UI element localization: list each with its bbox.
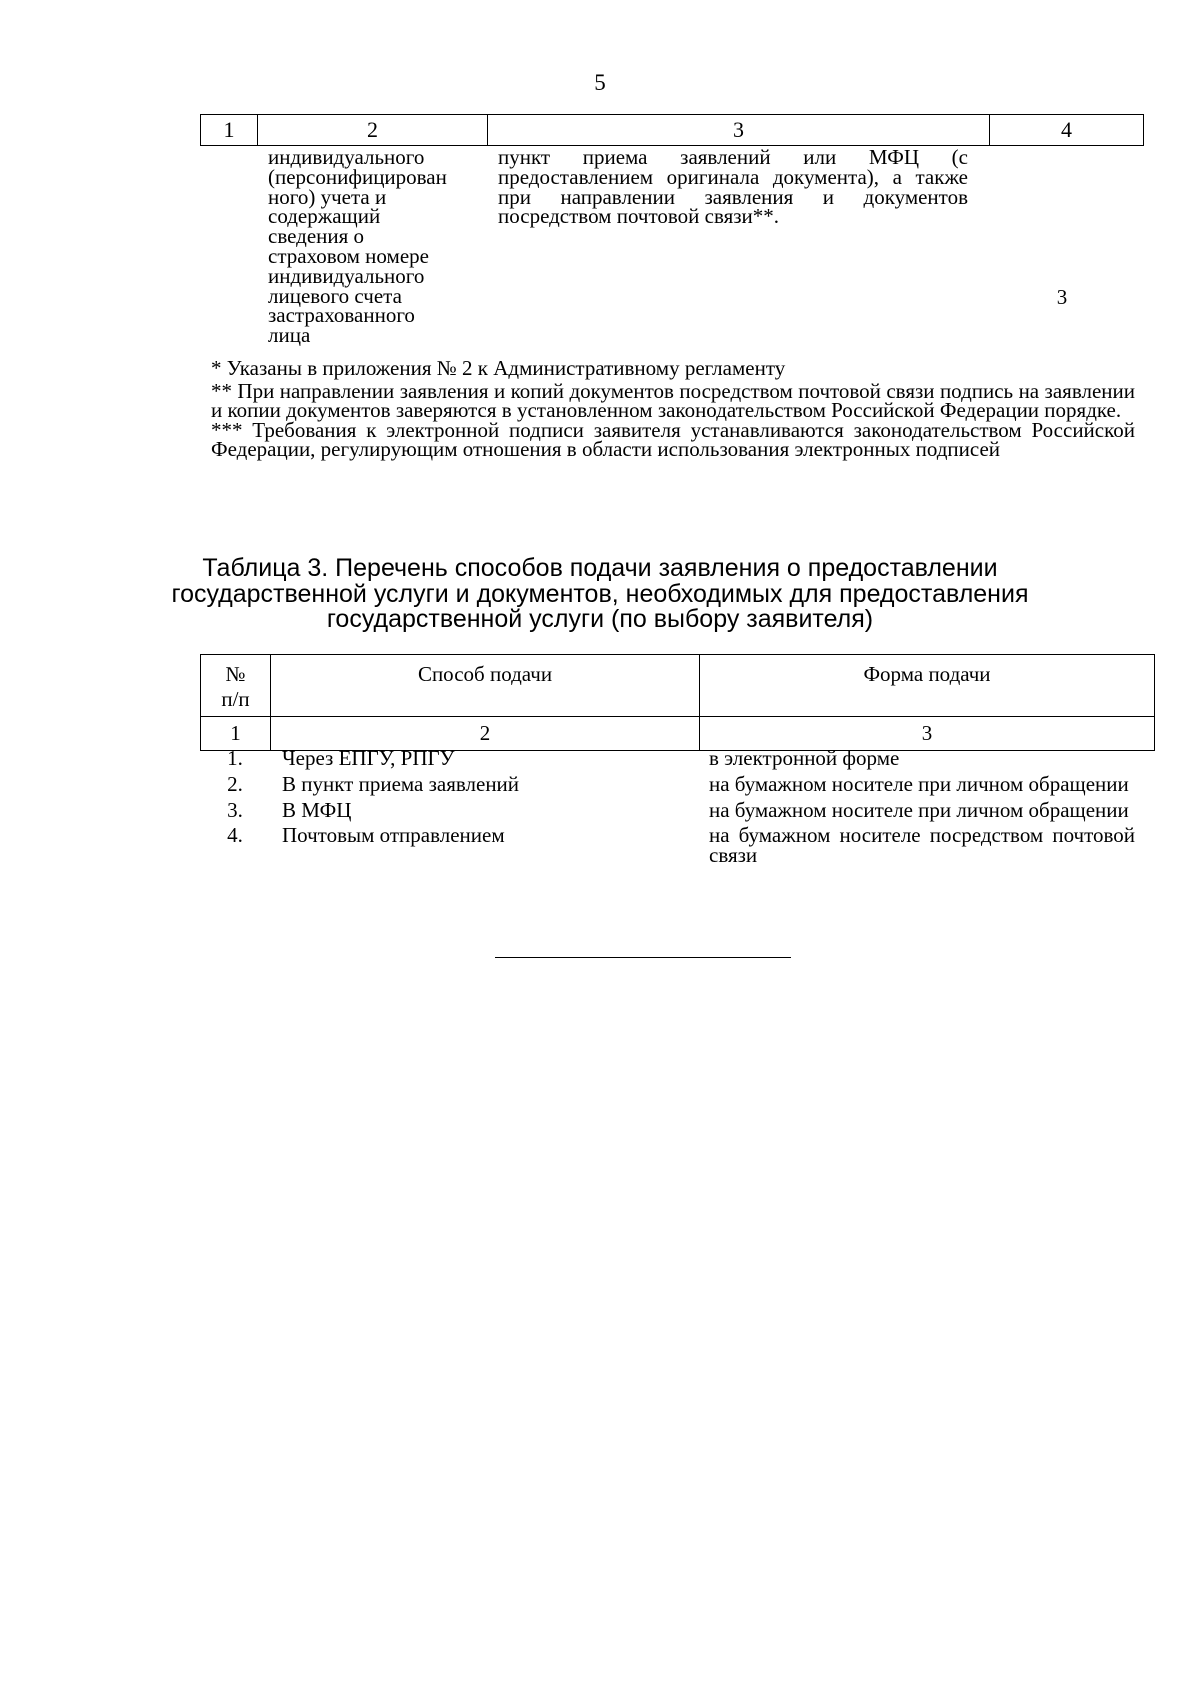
table2-document-line: содержащий [268, 204, 381, 229]
table2-document-line: (персонифицирован [268, 164, 447, 189]
table-row [200, 746, 1155, 770]
page-number: 5 [594, 70, 606, 95]
table3-header-form: Форма подачи [700, 655, 1155, 717]
table3-header-num-line2: п/п [221, 687, 250, 711]
table-row [200, 771, 1155, 796]
table-row [200, 823, 1155, 868]
table2-document-line: лица [268, 323, 311, 348]
row-number: 4. [227, 823, 243, 848]
row-number: 2. [227, 771, 243, 796]
table3-title-line: государственной услуги и документов, необходимых для предоставления [171, 579, 1029, 608]
table2-document-line: сведения о [268, 224, 365, 249]
table3-header-num-line1: № [225, 662, 246, 686]
table3-header [200, 654, 1155, 751]
table3-header-num [201, 655, 271, 717]
table2-colnum-1: 1 [201, 115, 258, 146]
table2-document-cell [268, 145, 483, 348]
footnotes [211, 356, 1135, 461]
table3-colnum-1: 1 [201, 717, 271, 751]
table2-document-line: лицевого счета [268, 283, 402, 308]
table2-count-cell: 3 [1056, 285, 1068, 309]
row-method: Через ЕПГУ, РПГУ [282, 746, 455, 770]
table3-body [200, 746, 1155, 872]
table3-colnum-2: 2 [271, 717, 700, 751]
table3-header-method: Способ подачи [271, 655, 700, 717]
footnote-2: ** При направлении заявления и копий документов посредством почтовой связи подпись на заявлении и копии документов заверяются в установленном законодательством Российской Федерации порядке. [211, 378, 1135, 422]
table2-colnum-3: 3 [488, 115, 990, 146]
row-form: на бумажном носителе при личном обращении [709, 771, 1129, 796]
table2-document-line: индивидуального [268, 145, 425, 169]
table3-colnum-3: 3 [700, 717, 1155, 751]
row-number: 1. [227, 746, 243, 770]
table2-document-line: ного) учета и [268, 184, 387, 209]
row-form: на бумажном носителе посредством почтовой связи [709, 823, 1135, 868]
table2-document-line: индивидуального [268, 263, 425, 288]
table2-document-line: застрахованного [268, 303, 415, 328]
table3-title-line: Таблица 3. Перечень способов подачи заявления о предоставлении [202, 554, 998, 582]
row-form: на бумажном носителе при личном обращении [709, 797, 1129, 822]
end-divider [495, 957, 791, 958]
table2-column-numbers [200, 114, 1144, 146]
table-row [200, 797, 1155, 822]
table2-colnum-2: 2 [258, 115, 488, 146]
row-form: в электронной форме [709, 746, 900, 770]
table2-document-line: страховом номере [268, 243, 429, 268]
row-method: В пункт приема заявлений [282, 771, 520, 796]
table2-submission-cell: пункт приема заявлений или МФЦ (с предоставлением оригинала документа), а также при направлении заявления и документов посредством почтовой связи**. [498, 145, 968, 229]
row-number: 3. [227, 797, 243, 822]
table3-title [150, 556, 1050, 633]
row-method: В МФЦ [282, 797, 352, 822]
footnote-3: *** Требования к электронной подписи заявителя устанавливаются законодательством Российской Федерации, регулирующим отношения в области использования электронных подписей [211, 417, 1135, 461]
row-method: Почтовым отправлением [282, 823, 505, 848]
table2-colnum-4: 4 [990, 115, 1144, 146]
footnote-1: * Указаны в приложения № 2 к Административному регламенту [211, 356, 786, 380]
table3-title-line: государственной услуги (по выбору заявителя) [326, 605, 874, 633]
